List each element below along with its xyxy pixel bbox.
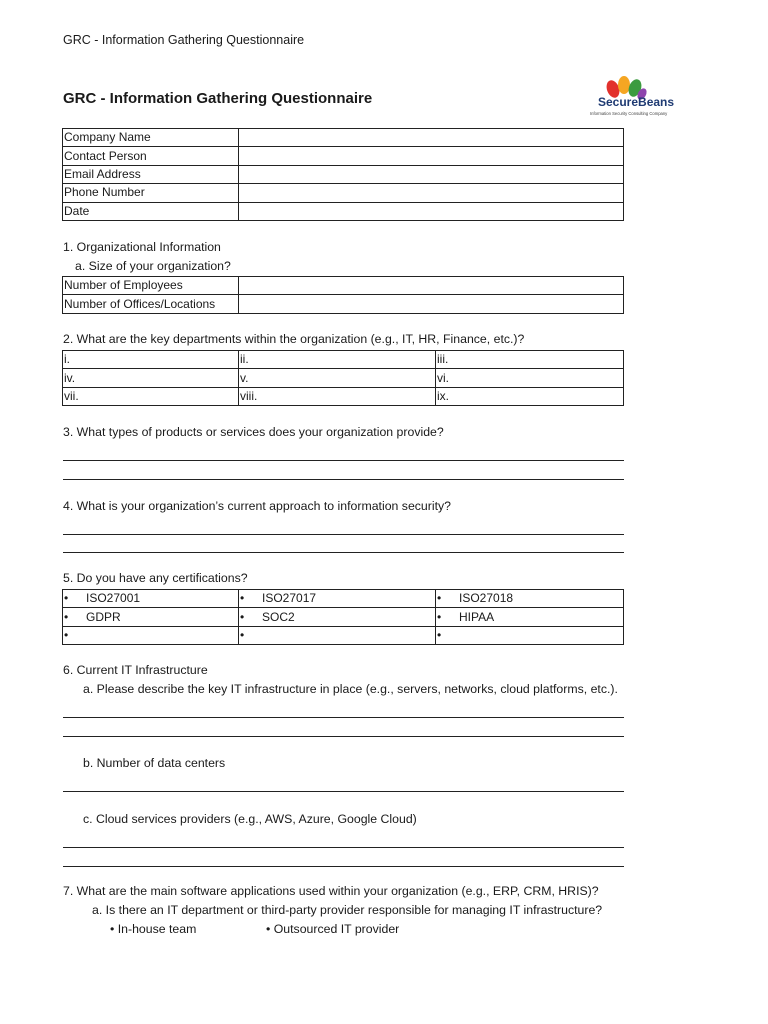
q5-title: 5. Do you have any certifications? xyxy=(63,571,248,585)
q7-a: a. Is there an IT department or third-party provider responsible for managing IT infrastructure? xyxy=(92,903,603,917)
bullet: • xyxy=(240,591,245,606)
cert-cell[interactable] xyxy=(239,608,436,626)
option-in-house[interactable]: • In-house team xyxy=(110,922,197,936)
answer-line[interactable] xyxy=(63,552,624,553)
contact-table xyxy=(62,128,624,221)
page-header: GRC - Information Gathering Questionnaire xyxy=(63,33,305,47)
cert-cell[interactable] xyxy=(239,626,436,644)
department-cell[interactable]: ii. xyxy=(239,351,436,369)
answer-line[interactable] xyxy=(63,847,624,848)
logo-wordmark: SecureBeans xyxy=(598,95,675,109)
bullet: • xyxy=(240,627,245,642)
contact-field[interactable] xyxy=(239,129,624,147)
department-cell[interactable]: v. xyxy=(239,369,436,387)
q3-title: 3. What types of products or services does your organization provide? xyxy=(63,425,444,439)
contact-label: Contact Person xyxy=(63,147,239,165)
cert-cell[interactable] xyxy=(436,626,624,644)
q1-field[interactable] xyxy=(239,277,624,295)
securebeans-logo xyxy=(588,76,678,118)
q6-c: c. Cloud services providers (e.g., AWS, Azure, Google Cloud) xyxy=(83,812,417,826)
option-outsourced[interactable]: • Outsourced IT provider xyxy=(266,922,400,936)
cert-label: HIPAA xyxy=(459,609,495,624)
bullet: • xyxy=(64,627,69,642)
department-cell[interactable]: i. xyxy=(63,351,239,369)
logo-tagline: Information Security Consulting Company xyxy=(590,111,668,116)
q6-a: a. Please describe the key IT infrastructure in place (e.g., servers, networks, cloud platforms, etc.). xyxy=(83,682,618,696)
cert-label: ISO27018 xyxy=(459,591,514,606)
department-cell[interactable]: vi. xyxy=(436,369,624,387)
cert-label: SOC2 xyxy=(262,609,295,624)
bullet: • xyxy=(437,609,442,624)
page-title: GRC - Information Gathering Questionnaire xyxy=(63,90,373,107)
q7-title: 7. What are the main software applications used within your organization (e.g., ERP, CRM, HRIS)? xyxy=(63,884,599,898)
bullet: • xyxy=(64,609,69,624)
cert-cell[interactable] xyxy=(63,590,239,608)
contact-label: Phone Number xyxy=(63,184,239,202)
department-cell[interactable]: viii. xyxy=(239,387,436,405)
department-cell[interactable]: ix. xyxy=(436,387,624,405)
cert-cell[interactable] xyxy=(239,590,436,608)
contact-field[interactable] xyxy=(239,165,624,183)
contact-field[interactable] xyxy=(239,202,624,220)
bullet: • xyxy=(437,627,442,642)
bullet: • xyxy=(240,609,245,624)
cert-label: ISO27017 xyxy=(262,591,317,606)
contact-label: Company Name xyxy=(63,129,239,147)
bullet: • xyxy=(437,591,442,606)
cert-cell[interactable] xyxy=(63,626,239,644)
answer-line[interactable] xyxy=(63,460,624,461)
cert-cell[interactable] xyxy=(436,590,624,608)
cert-cell[interactable] xyxy=(63,608,239,626)
q1-label: Number of Offices/Locations xyxy=(63,295,239,313)
answer-line[interactable] xyxy=(63,736,624,737)
contact-label: Email Address xyxy=(63,165,239,183)
cert-label: GDPR xyxy=(86,609,121,624)
certifications-table xyxy=(62,589,624,645)
answer-line[interactable] xyxy=(63,534,624,535)
q6-title: 6. Current IT Infrastructure xyxy=(63,663,208,677)
department-cell[interactable]: iii. xyxy=(436,351,624,369)
answer-line[interactable] xyxy=(63,717,624,718)
contact-field[interactable] xyxy=(239,184,624,202)
q1-table xyxy=(62,276,624,314)
answer-line[interactable] xyxy=(63,866,624,867)
q4-title: 4. What is your organization’s current approach to information security? xyxy=(63,499,452,513)
contact-label: Date xyxy=(63,202,239,220)
q1-field[interactable] xyxy=(239,295,624,313)
logo-bean-yellow xyxy=(618,76,630,94)
q1-title: 1. Organizational Information xyxy=(63,240,221,254)
q1-sub: a. Size of your organization? xyxy=(75,259,231,273)
bullet: • xyxy=(64,591,69,606)
q1-label: Number of Employees xyxy=(63,277,239,295)
cert-cell[interactable] xyxy=(436,608,624,626)
department-cell[interactable]: vii. xyxy=(63,387,239,405)
q6-b: b. Number of data centers xyxy=(83,756,226,770)
departments-table xyxy=(62,350,624,406)
department-cell[interactable]: iv. xyxy=(63,369,239,387)
cert-label: ISO27001 xyxy=(86,591,141,606)
answer-line[interactable] xyxy=(63,479,624,480)
q2-title: 2. What are the key departments within the organization (e.g., IT, HR, Finance, etc.)? xyxy=(63,332,525,346)
contact-field[interactable] xyxy=(239,147,624,165)
answer-line[interactable] xyxy=(63,791,624,792)
